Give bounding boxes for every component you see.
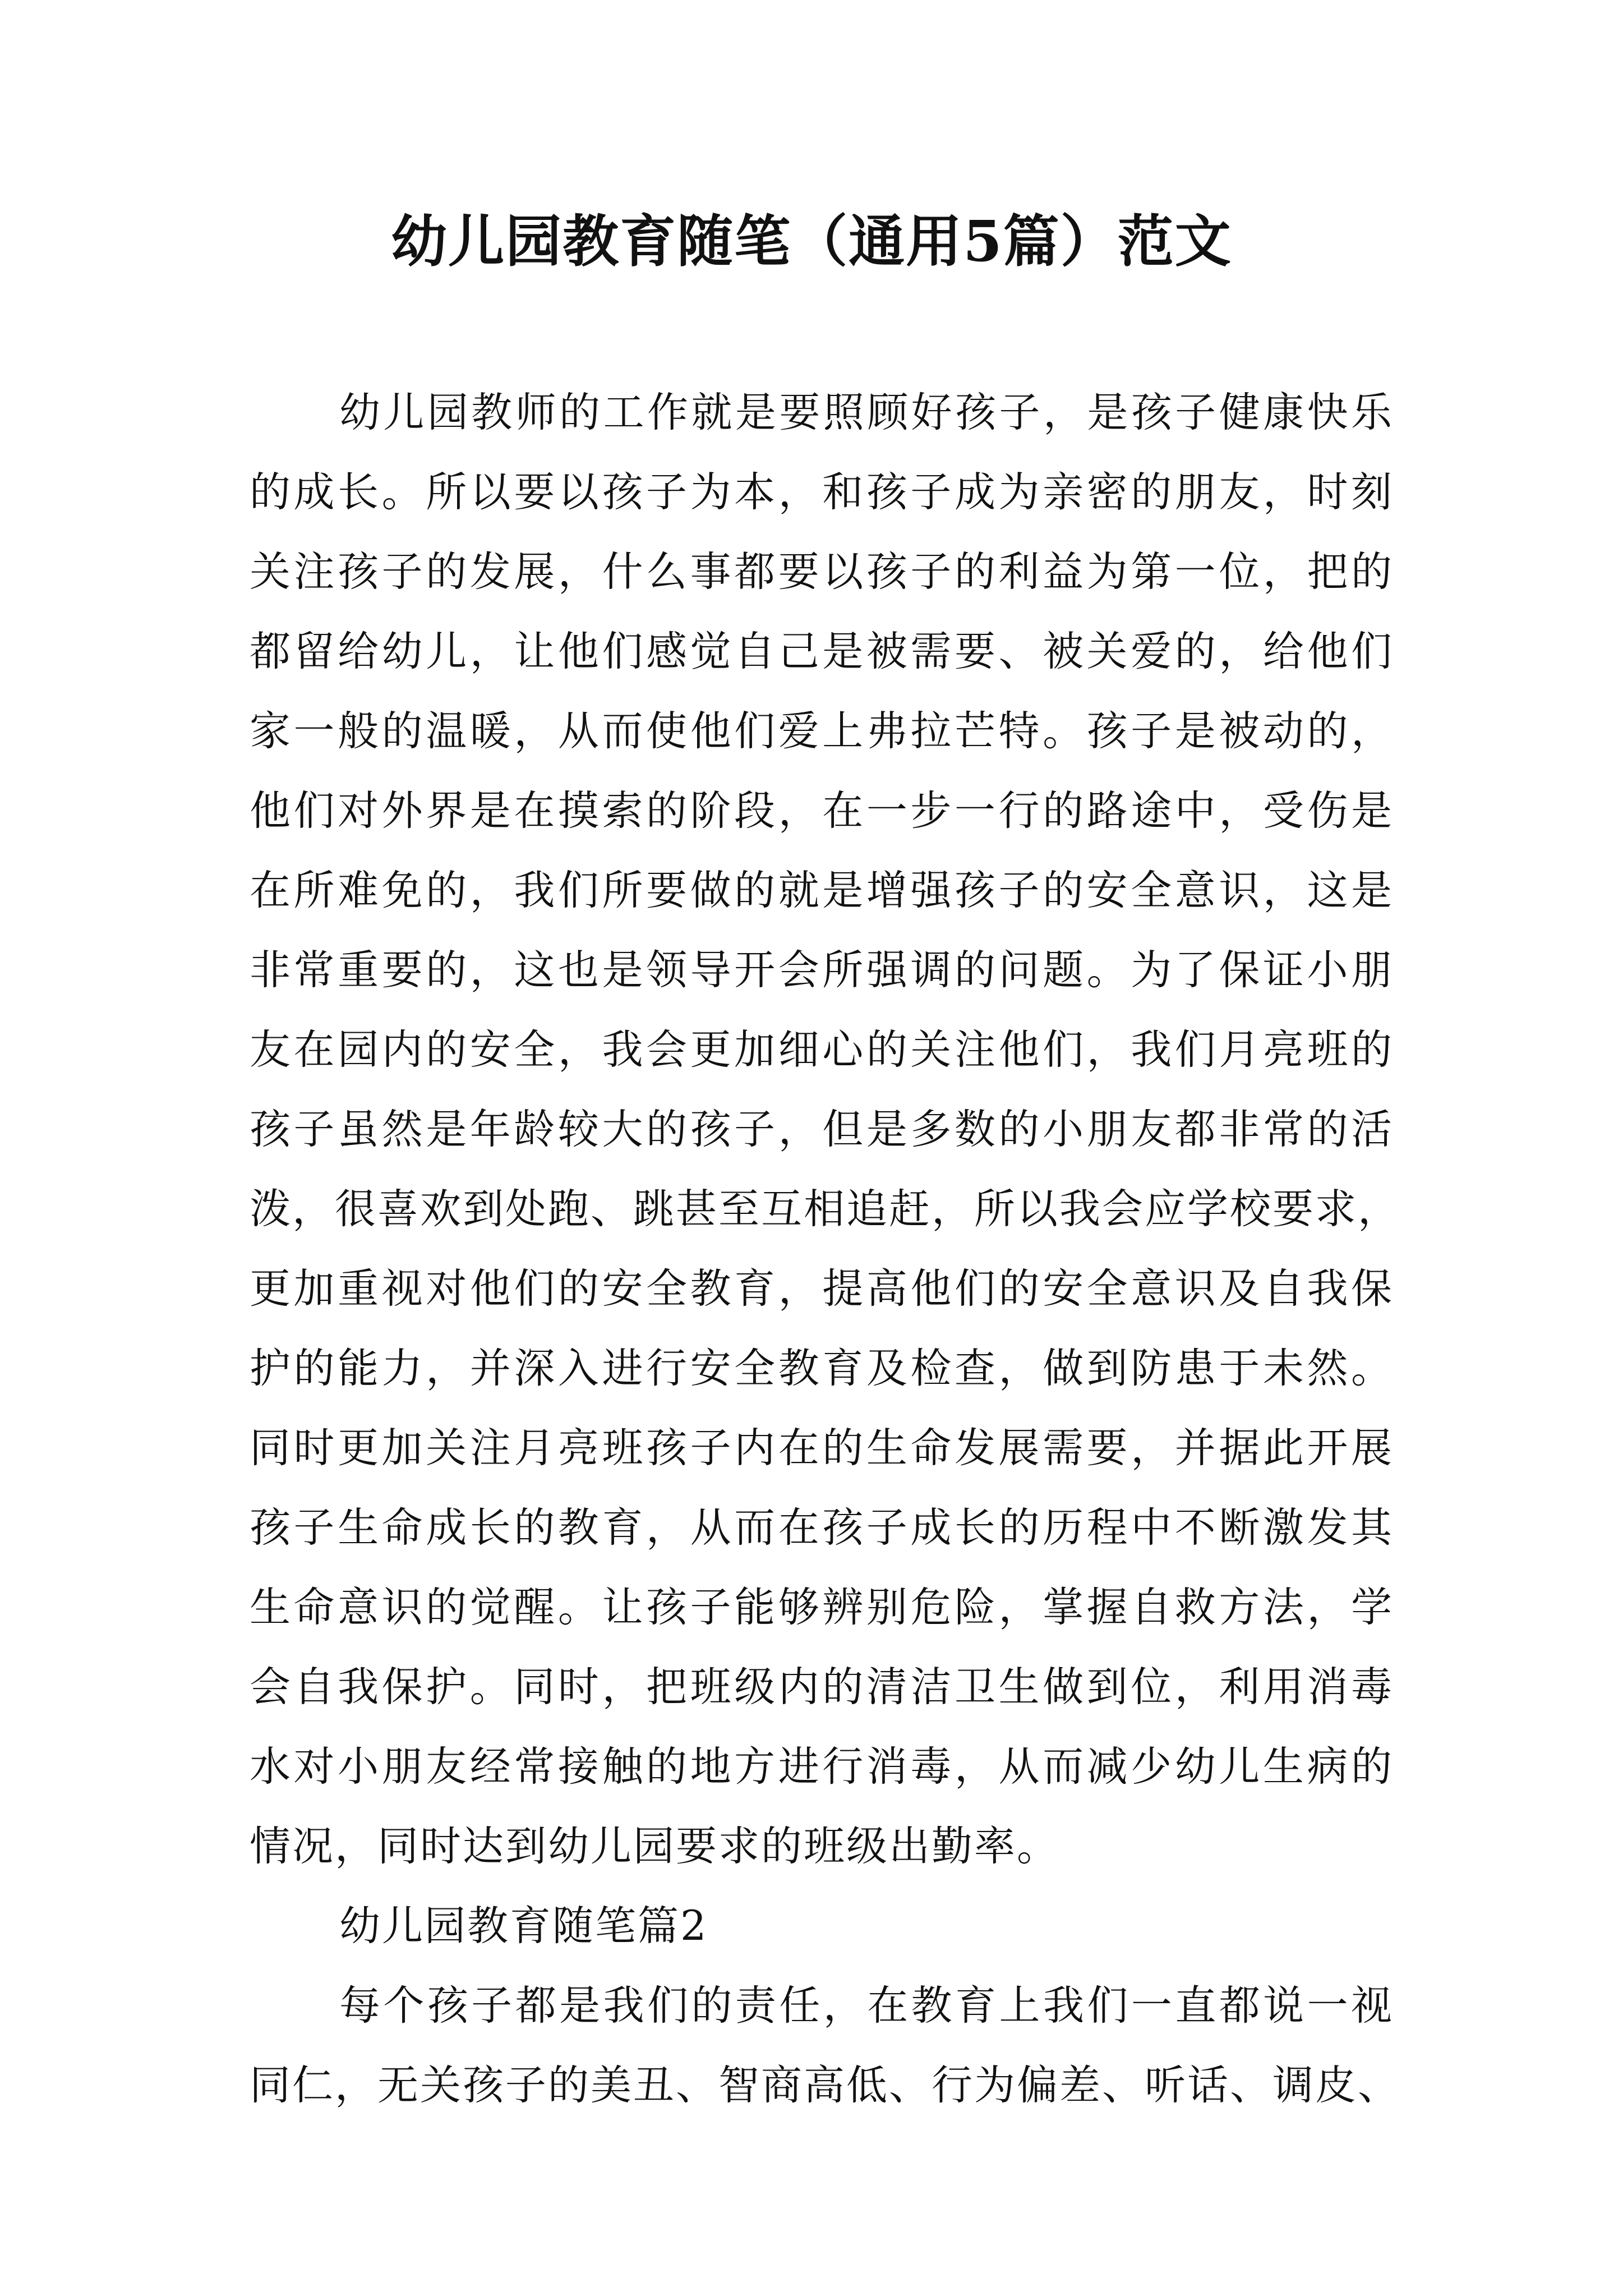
paragraph-line: 孩子虽然是年龄较大的孩子，但是多数的小朋友都非常的活 [250, 1106, 1394, 1153]
paragraph-line: 家一般的温暖，从而使他们爱上弗拉芒特。孩子是被动的， [250, 707, 1394, 755]
paragraph-line: 水对小朋友经常接触的地方进行消毒，从而减少幼儿生病的 [250, 1743, 1394, 1791]
paragraph-line: 在所难免的，我们所要做的就是增强孩子的安全意识，这是 [250, 867, 1394, 914]
paragraph-line: 每个孩子都是我们的责任，在教育上我们一直都说一视 [339, 1982, 1394, 2030]
section-heading: 幼儿园教育随笔篇2 [339, 1902, 708, 1950]
paragraph-line: 关注孩子的发展，什么事都要以孩子的利益为第一位，把的 [250, 548, 1394, 596]
paragraph-line: 同仁，无关孩子的美丑、智商高低、行为偏差、听话、调皮、 [250, 2062, 1400, 2109]
paragraph-line: 泼，很喜欢到处跑、跳甚至互相追赶，所以我会应学校要求， [250, 1185, 1400, 1233]
paragraph-line: 更加重视对他们的安全教育，提高他们的安全意识及自我保 [250, 1265, 1394, 1313]
paragraph-line: 生命意识的觉醒。让孩子能够辨别危险，掌握自救方法，学 [250, 1584, 1394, 1631]
paragraph-line: 非常重要的，这也是领导开会所强调的问题。为了保证小朋 [250, 946, 1394, 994]
paragraph-line: 同时更加关注月亮班孩子内在的生命发展需要，并据此开展 [250, 1424, 1394, 1472]
paragraph-line: 他们对外界是在摸索的阶段，在一步一行的路途中，受伤是 [250, 787, 1394, 835]
document-title: 幼儿园教育随笔（通用5篇）范文 [391, 208, 1232, 274]
paragraph-line: 友在园内的安全，我会更加细心的关注他们，我们月亮班的 [250, 1026, 1394, 1074]
paragraph-line: 孩子生命成长的教育，从而在孩子成长的历程中不断激发其 [250, 1504, 1394, 1552]
document-body [250, 373, 1400, 2125]
paragraph-line: 会自我保护。同时，把班级内的清洁卫生做到位，利用消毒 [250, 1663, 1394, 1711]
paragraph-line: 护的能力，并深入进行安全教育及检查，做到防患于未然。 [250, 1345, 1394, 1392]
paragraph-line: 幼儿园教师的工作就是要照顾好孩子，是孩子健康快乐 [339, 389, 1394, 436]
paragraph-line: 的成长。所以要以孩子为本，和孩子成为亲密的朋友，时刻 [250, 468, 1394, 516]
paragraph-line: 情况，同时达到幼儿园要求的班级出勤率。 [250, 1823, 1059, 1870]
paragraph-line: 都留给幼儿，让他们感觉自己是被需要、被关爱的，给他们 [250, 628, 1394, 675]
